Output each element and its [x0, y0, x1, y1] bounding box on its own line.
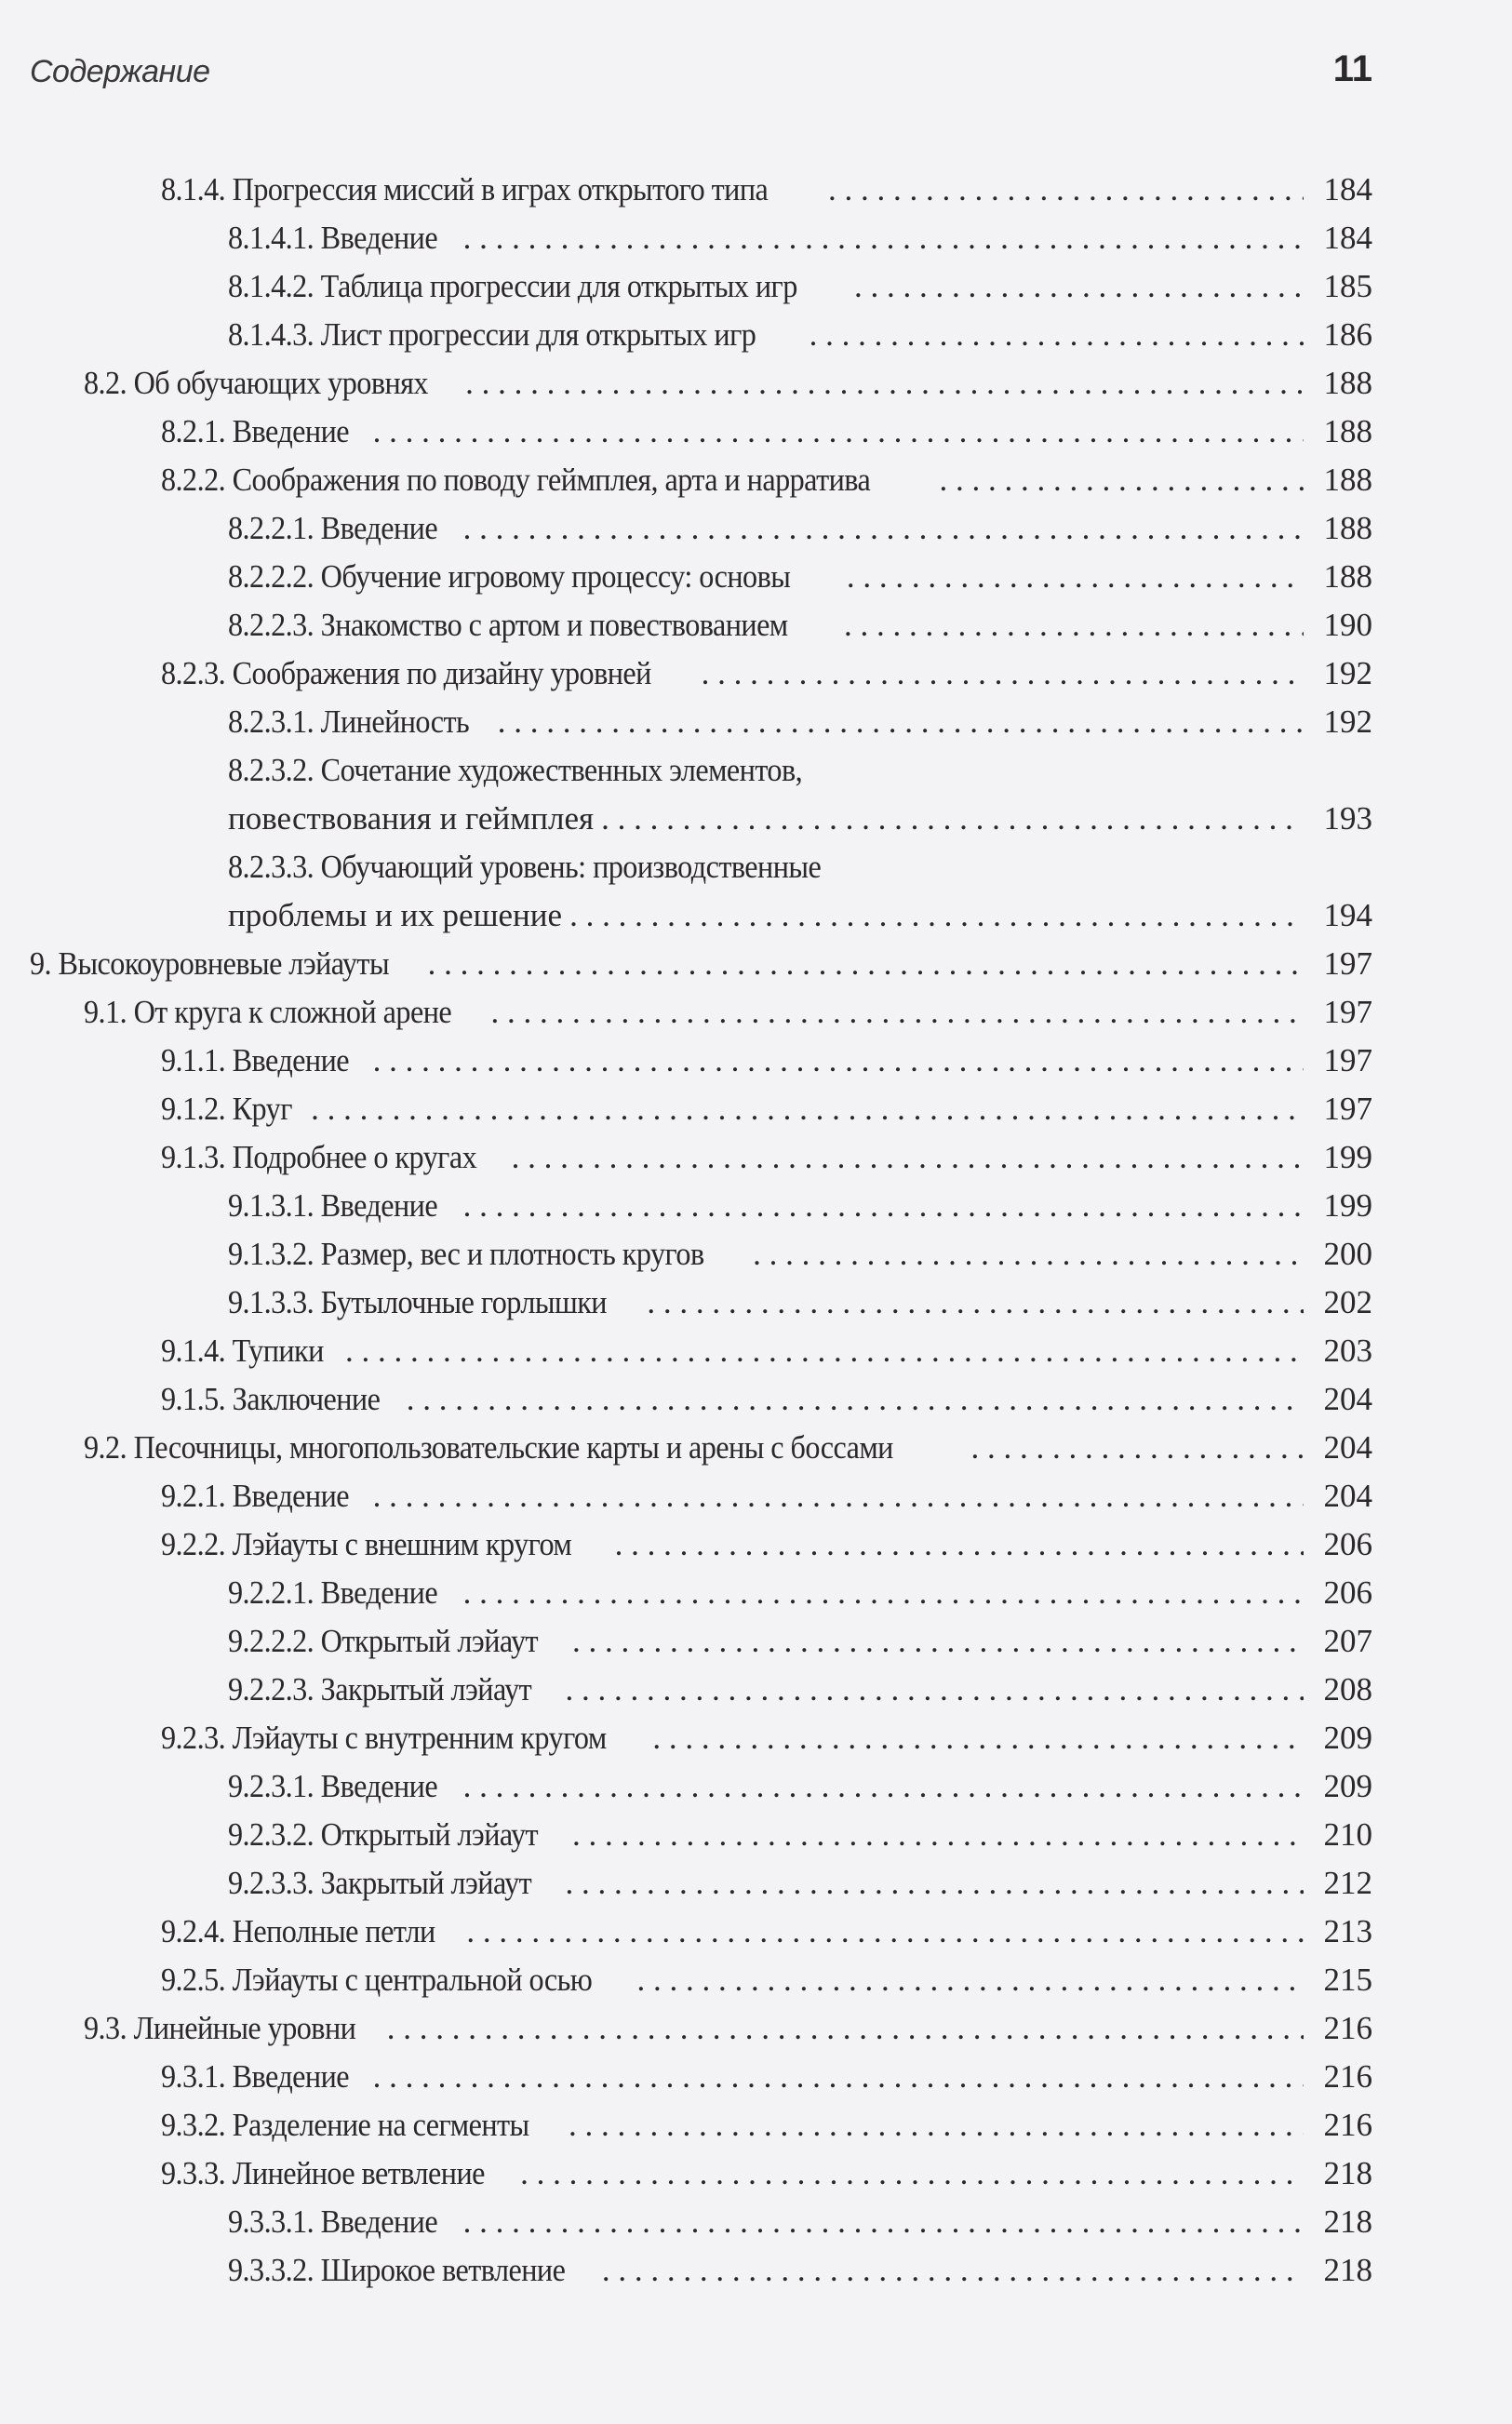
leader-dots — [572, 1811, 1304, 1859]
toc-entry-page: 218 — [1323, 2155, 1372, 2191]
leader-dots — [601, 795, 1304, 843]
leader-dots — [810, 311, 1304, 359]
toc-entry-title: 8.2.2.3. Знакомство с артом и повествованием — [228, 607, 788, 643]
toc-entry-page: 184 — [1323, 171, 1372, 208]
toc-entry-title: 9.3.3.2. Широкое ветвление — [228, 2252, 566, 2288]
toc-entry-title: 9.3.3.1. Введение — [228, 2203, 438, 2240]
leader-dots — [463, 1569, 1304, 1617]
leader-dots — [940, 456, 1304, 504]
toc-entry-page: 206 — [1323, 1526, 1372, 1562]
toc-entry-page: 188 — [1323, 413, 1372, 449]
toc-entry-page: 184 — [1323, 220, 1372, 256]
toc-entry-page: 197 — [1323, 1091, 1372, 1127]
table-of-contents — [0, 166, 1512, 2295]
toc-entry[interactable] — [0, 1327, 1512, 1375]
toc-entry-page: 218 — [1323, 2203, 1372, 2240]
toc-entry-page: 215 — [1323, 1962, 1372, 1998]
leader-dots — [566, 1666, 1304, 1714]
leader-dots — [490, 988, 1304, 1037]
leader-dots — [602, 2246, 1304, 2295]
toc-entry-title: 8.2.3.1. Линейность — [228, 703, 470, 740]
leader-dots — [465, 359, 1304, 408]
toc-entry[interactable] — [0, 1956, 1512, 2004]
toc-entry-title: 9. Высокоуровневые лэйауты — [30, 945, 390, 982]
leader-dots — [569, 2101, 1304, 2149]
leader-dots — [520, 2149, 1304, 2198]
toc-entry-title: 9.3.3. Линейное ветвление — [161, 2155, 485, 2191]
toc-entry[interactable] — [0, 359, 1512, 408]
leader-dots — [373, 2053, 1304, 2101]
toc-entry[interactable] — [0, 456, 1512, 504]
leader-dots — [463, 1762, 1304, 1811]
leader-dots — [647, 1279, 1304, 1327]
toc-entry-page: 210 — [1323, 1816, 1372, 1853]
toc-entry[interactable] — [0, 504, 1512, 553]
toc-entry[interactable] — [0, 262, 1512, 311]
leader-dots — [828, 166, 1304, 214]
toc-entry[interactable] — [0, 843, 1512, 940]
leader-dots — [466, 1908, 1304, 1956]
toc-entry-title: 9.2.3.3. Закрытый лэйаут — [228, 1865, 532, 1901]
toc-entry[interactable] — [0, 1811, 1512, 1859]
leader-dots — [753, 1230, 1304, 1279]
toc-entry[interactable] — [0, 1762, 1512, 1811]
toc-entry-page: 200 — [1323, 1236, 1372, 1272]
toc-entry-title-line1: 8.2.3.2. Сочетание художественных элементов, — [228, 752, 803, 788]
toc-entry[interactable] — [0, 2004, 1512, 2053]
toc-entry-title: 9.1.3.2. Размер, вес и плотность кругов — [228, 1236, 704, 1272]
toc-entry-title-line2: проблемы и их решение — [228, 897, 563, 933]
toc-entry-page: 216 — [1323, 2107, 1372, 2143]
toc-entry-title-line2: повествования и геймплея — [228, 800, 595, 837]
toc-entry-page: 203 — [1323, 1333, 1372, 1369]
leader-dots — [373, 408, 1304, 456]
toc-entry-title: 9.2.3.1. Введение — [228, 1768, 438, 1804]
leader-dots — [463, 504, 1304, 553]
toc-entry-page: 192 — [1323, 703, 1372, 740]
toc-entry-title: 9.1.4. Тупики — [161, 1333, 324, 1369]
toc-entry-page: 197 — [1323, 1042, 1372, 1078]
toc-entry-page: 204 — [1323, 1478, 1372, 1514]
toc-entry-page: 209 — [1323, 1720, 1372, 1756]
toc-entry[interactable] — [0, 1230, 1512, 1279]
toc-entry[interactable] — [0, 746, 1512, 843]
toc-entry-page: 202 — [1323, 1284, 1372, 1320]
toc-entry-title: 8.2. Об обучающих уровнях — [84, 365, 428, 401]
toc-entry[interactable] — [0, 1424, 1512, 1472]
toc-entry-title: 9.1.2. Круг — [161, 1091, 292, 1127]
toc-entry-title: 9.1.3.1. Введение — [228, 1187, 438, 1224]
toc-entry[interactable] — [0, 1472, 1512, 1520]
toc-entry[interactable] — [0, 601, 1512, 650]
leader-dots — [428, 940, 1304, 988]
toc-entry-title: 9.2.2.1. Введение — [228, 1574, 438, 1611]
toc-entry[interactable] — [0, 1037, 1512, 1085]
toc-entry-page: 199 — [1323, 1139, 1372, 1175]
toc-entry[interactable] — [0, 2053, 1512, 2101]
leader-dots — [637, 1956, 1304, 2004]
toc-entry[interactable] — [0, 1085, 1512, 1133]
toc-entry[interactable] — [0, 1182, 1512, 1230]
leader-dots — [702, 650, 1304, 698]
toc-entry-page: 188 — [1323, 510, 1372, 546]
toc-entry-title: 8.1.4.3. Лист прогрессии для открытых игр — [228, 316, 756, 353]
toc-entry-page: 197 — [1323, 994, 1372, 1030]
toc-entry-title: 9.2.3. Лэйауты с внутренним кругом — [161, 1720, 607, 1756]
leader-dots — [652, 1714, 1304, 1762]
leader-dots — [569, 891, 1304, 940]
toc-entry[interactable] — [0, 1569, 1512, 1617]
leader-dots — [844, 601, 1304, 650]
leader-dots — [311, 1085, 1304, 1133]
toc-entry-page: 188 — [1323, 365, 1372, 401]
toc-entry[interactable] — [0, 1520, 1512, 1569]
toc-entry-title: 8.2.3. Соображения по дизайну уровней — [161, 655, 651, 691]
toc-entry-page: 190 — [1323, 607, 1372, 643]
toc-entry-title-line1: 8.2.3.3. Обучающий уровень: производственные — [228, 849, 822, 885]
toc-entry[interactable] — [0, 1279, 1512, 1327]
toc-entry-page: 186 — [1323, 316, 1372, 353]
toc-entry[interactable] — [0, 698, 1512, 746]
leader-dots — [373, 1472, 1304, 1520]
leader-dots — [498, 698, 1304, 746]
leader-dots — [854, 262, 1304, 311]
toc-entry-page: 185 — [1323, 268, 1372, 304]
running-header-title: Содержание — [30, 54, 210, 89]
toc-entry-title: 9.2.2. Лэйауты с внешним кругом — [161, 1526, 572, 1562]
toc-entry-page: 212 — [1323, 1865, 1372, 1901]
leader-dots — [572, 1617, 1304, 1666]
toc-entry-title: 9.1.1. Введение — [161, 1042, 350, 1078]
toc-entry-page: 207 — [1323, 1623, 1372, 1659]
toc-entry-title: 8.2.1. Введение — [161, 413, 350, 449]
toc-entry-title: 9.1.5. Заключение — [161, 1381, 381, 1417]
toc-entry-page: 193 — [1323, 800, 1372, 837]
toc-entry[interactable] — [0, 1666, 1512, 1714]
toc-entry-page: 197 — [1323, 945, 1372, 982]
toc-entry[interactable] — [0, 214, 1512, 262]
toc-entry-title: 9.2.2.2. Открытый лэйаут — [228, 1623, 539, 1659]
toc-entry[interactable] — [0, 1133, 1512, 1182]
toc-entry[interactable] — [0, 1859, 1512, 1908]
toc-entry[interactable] — [0, 1908, 1512, 1956]
toc-entry[interactable] — [0, 1617, 1512, 1666]
toc-entry-title: 9.2.3.2. Открытый лэйаут — [228, 1816, 539, 1853]
toc-entry-page: 216 — [1323, 2010, 1372, 2046]
toc-entry[interactable] — [0, 2198, 1512, 2246]
leader-dots — [463, 2198, 1304, 2246]
leader-dots — [373, 1037, 1304, 1085]
toc-entry[interactable] — [0, 1375, 1512, 1424]
toc-entry-page: 208 — [1323, 1671, 1372, 1708]
toc-entry-page: 192 — [1323, 655, 1372, 691]
toc-entry[interactable] — [0, 988, 1512, 1037]
toc-entry-title: 9.2.1. Введение — [161, 1478, 350, 1514]
toc-entry-title: 9.2.4. Неполные петли — [161, 1913, 435, 1949]
leader-dots — [847, 553, 1304, 601]
toc-entry-page: 194 — [1323, 897, 1372, 933]
leader-dots — [512, 1133, 1304, 1182]
toc-entry[interactable] — [0, 650, 1512, 698]
toc-entry-title: 9.2.2.3. Закрытый лэйаут — [228, 1671, 532, 1708]
leader-dots — [387, 2004, 1304, 2053]
toc-entry-page: 204 — [1323, 1381, 1372, 1417]
leader-dots — [615, 1520, 1304, 1569]
toc-entry-title: 8.1.4.1. Введение — [228, 220, 438, 256]
toc-entry[interactable] — [0, 2101, 1512, 2149]
toc-entry-title: 9.3.2. Разделение на сегменты — [161, 2107, 529, 2143]
toc-entry-page: 199 — [1323, 1187, 1372, 1224]
toc-entry-title: 8.2.2.1. Введение — [228, 510, 438, 546]
toc-entry-page: 204 — [1323, 1429, 1372, 1466]
toc-entry[interactable] — [0, 2149, 1512, 2198]
toc-entry-page: 188 — [1323, 558, 1372, 595]
toc-entry-title: 9.1.3.3. Бутылочные горлышки — [228, 1284, 607, 1320]
toc-entry-title: 9.1.3. Подробнее о кругах — [161, 1139, 477, 1175]
leader-dots — [971, 1424, 1305, 1472]
leader-dots — [345, 1327, 1304, 1375]
toc-entry[interactable] — [0, 311, 1512, 359]
toc-entry-title: 8.2.2.2. Обучение игровому процессу: основы — [228, 558, 791, 595]
leader-dots — [463, 1182, 1304, 1230]
leader-dots — [566, 1859, 1304, 1908]
toc-entry[interactable] — [0, 553, 1512, 601]
toc-entry-page: 209 — [1323, 1768, 1372, 1804]
page-number: 11 — [1332, 48, 1372, 89]
toc-entry[interactable] — [0, 1714, 1512, 1762]
leader-dots — [407, 1375, 1304, 1424]
toc-entry-title: 9.1. От круга к сложной арене — [84, 994, 452, 1030]
toc-entry[interactable] — [0, 2246, 1512, 2295]
toc-entry-title: 8.1.4. Прогрессия миссий в играх открытого типа — [161, 171, 769, 208]
toc-entry[interactable] — [0, 408, 1512, 456]
toc-entry-title: 9.3. Линейные уровни — [84, 2010, 356, 2046]
toc-entry-page: 213 — [1323, 1913, 1372, 1949]
toc-entry-title: 9.2. Песочницы, многопользовательские карты и арены с боссами — [84, 1429, 893, 1466]
toc-entry-page: 206 — [1323, 1574, 1372, 1611]
toc-entry[interactable] — [0, 940, 1512, 988]
toc-entry-page: 188 — [1323, 462, 1372, 498]
leader-dots — [463, 214, 1304, 262]
toc-entry-title: 9.3.1. Введение — [161, 2058, 350, 2095]
toc-entry[interactable] — [0, 166, 1512, 214]
toc-entry-title: 8.2.2. Соображения по поводу геймплея, арта и нарратива — [161, 462, 871, 498]
toc-entry-page: 216 — [1323, 2058, 1372, 2095]
toc-entry-page: 218 — [1323, 2252, 1372, 2288]
toc-entry-title: 8.1.4.2. Таблица прогрессии для открытых игр — [228, 268, 797, 304]
toc-entry-title: 9.2.5. Лэйауты с центральной осью — [161, 1962, 593, 1998]
